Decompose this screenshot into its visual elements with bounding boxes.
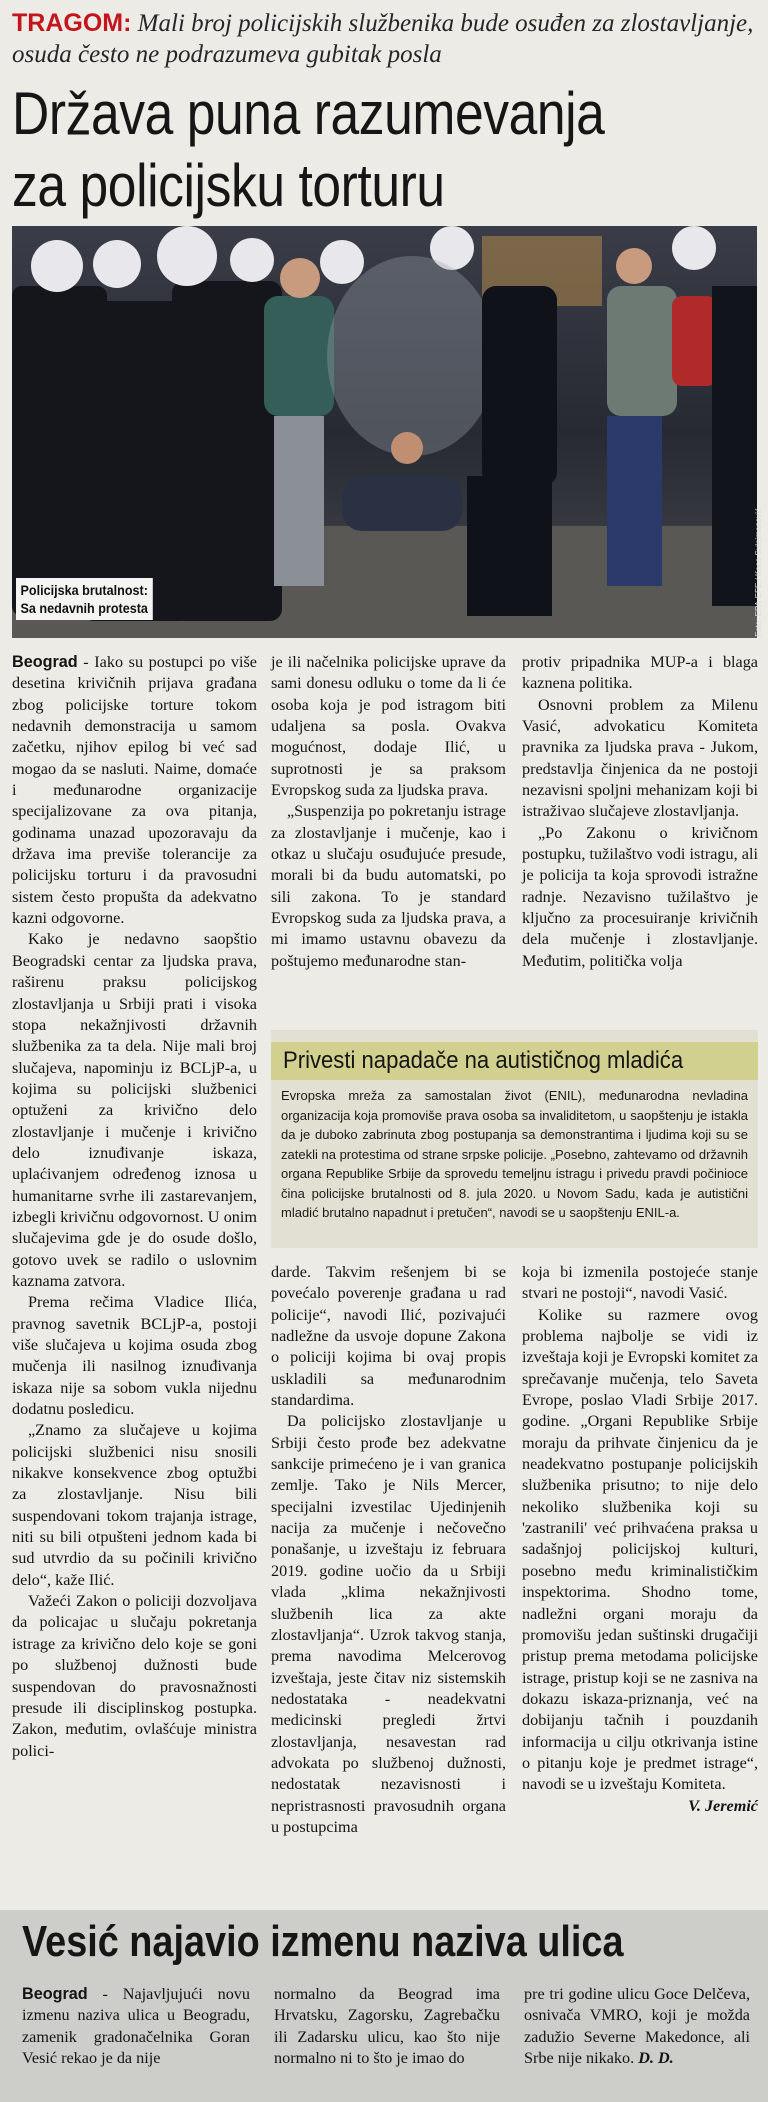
secondary-column-1: Beograd - Najavljujući novu izmenu naziva ulica u Beogradu, zamenik gradonačelnika Goran Vesić rekao je da nije [22, 1985, 250, 2067]
article-paragraph: „Suspenzija po pokretanju istrage za zlostavljanje i mučenje, kao i otkaz u slučaju osuđujuće presude, morali bi da budu automatski, po sili zakona. To je standard Evropskog suda za ljudska prava, a mi imamo ustavnu obavezu da poštujemo međunarodne stan- [271, 802, 506, 970]
dateline: Beograd [12, 653, 78, 671]
headline-line-1: Država puna razumevanja [12, 80, 605, 147]
secondary-column-3: pre tri godine ulicu Goce Delčeva, osnivača VMRO, koji je možda zadužio Severne Makedonce, ali Srbe nije nikako. D. D. [524, 1985, 750, 2067]
photo-illustration [12, 226, 757, 638]
article-column-2 [271, 652, 506, 972]
article-lead-paragraph: Beograd - Iako su postupci po više desetina krivičnih prijava građana zbog policijske torture tokom nedavnih demonstracija u samom začetku, njihov epilog bi već sad mogao da se nasluti. Naime, domaće i međunarodne organizacije specijalizovane za ova pitanja, godinama unazad upozoravaju da država ima previše tolerancije za policijsku torturu i da pravosudni sistem često propušta da adekvatno kazni odgovorne. [12, 653, 257, 928]
secondary-dateline: Beograd [22, 1985, 88, 2003]
sidebar-title: Privesti napadače na autističnog mladića [283, 1047, 684, 1074]
article-column-3 [522, 652, 758, 972]
author-signature: V. Jeremić [688, 1796, 758, 1815]
article-paragraph: Kako je nedavno saopštio Beogradski centar za ljudska prava, raširenu praksu policijskog zlostavljanja u Srbiji prati i visoka stopa nekažnjivosti državnih službenika za ta dela. Nije mali broj slučajeva, napominju iz BCLjP-a, u kojima su policijski službenici optuženi za krivično delo zlostavljanje i mučenje i krivično delo iznuđivanje iskaza, uplaćivanjem određenog iznosa u humanitarne svrhe ili zastarevanjem, izbegli krivičnu odgovornost. U onim slučajevima gde je do osude došlo, gotovo uvek se radilo o uslovnim kaznama zatvora. [12, 930, 257, 1290]
article-paragraph: „Po Zakonu o krivičnom postupku, tužilaštvo vodi istragu, ali je policija ta koja sprovodi istražne radnje. Nezavisno tužilaštvo je ključno za procesuiranje krivičnih dela mučenje i zlostavljanje. Međutim, politička volja [522, 823, 758, 970]
news-photo [12, 226, 757, 638]
sidebar-title-bar [271, 1042, 758, 1080]
secondary-signature: D. D. [638, 2048, 674, 2067]
article-paragraph: Osnovni problem za Milenu Vasić, advokaticu Komiteta pravnika za ljudska prava - Jukom, predstavlja činjenica da ne postoji nezavisni spoljni mehanizam koji bi istraživao slučajeve zlostavljanja. [522, 695, 758, 821]
article-paragraph: darde. Takvim rešenjem bi se povećalo poverenje građana u rad policije“, navodi Ilić, pozivajući nadležne da usvoje dopune Zakona o policiji kojima bi ovaj propis uskladili sa međunarodnim standardima. [271, 1263, 506, 1410]
photo-caption [16, 578, 152, 620]
headline-line-2: za policijsku torturu [12, 152, 445, 219]
article-paragraph: Kolike su razmere ovog problema najbolje se vidi iz izveštaja koji je Evropski komitet za sprečavanje mučenja, telo Saveta Evrope, poslao Vladi Srbije 2017. godine. „Organi Republike Srbije moraju da prihvate činjenicu da je neadekvatno postupanje policijskih službenika prisutno; to nije delo nekoliko službenika koji su 'zastranili' već prihvaćena praksa u sadašnjoj policijskoj kulturi, posebno među kriminalističkim inspektorima. Shodno tome, nadležni organi moraju da promovišu jedan suštinski drugačiji pristup prema metodama policijske istrage, pristup koji se ne zasniva na dokazu iskaza-priznanja, već na dobijanju tačnih i pouzdanih informacija u cilju otkrivanja istine o pitanju koje je predmet istrage“, navodi se u izveštaju Komiteta. [522, 1305, 758, 1794]
photo-caption-line-1: Policijska brutalnost: [20, 582, 148, 598]
headline [12, 78, 654, 222]
photo-credit: Foto: EPA-EFE / Koca Sulejmanović [754, 508, 763, 637]
article-paragraph: protiv pripadnika MUP-a i blaga kaznena politika. [522, 653, 758, 693]
article-paragraph: Da policijsko zlostavljanje u Srbiji često prođe bez adekvatne sankcije primećeno je i van granica zemlje. Tako je Nils Mercer, specijalni izvestilac Ujedinjenih nacija za mučenje i nečovečno ponašanje, u izveštaju iz februara 2019. godine uočio da u Srbiji vlada „klima nekažnjivosti službenih lica za akte zlostavljanja“. Uzrok takvog stanja, prema navodima Melcerovog izveštaja, jeste čitav niz sistemskih nedostataka - neadekvatni medicinski pregledi žrtvi zlostavljanja, nesavestan rad advokata po službenoj dužnosti, nedostatak nezavisnosti i nepristrasnosti pravosudnih organa u postupcima [271, 1412, 506, 1836]
sidebar-box [271, 1030, 758, 1248]
article-column-3-continued [522, 1262, 758, 1817]
sidebar-text: Evropska mreža za samostalan život (ENIL), međunarodna nevladina organizacija koja promoviše prava osoba sa invaliditetom, u saopštenju je istakla da je duboko zabrinuta zbog postupanja sa demonstrantima i ljudima koji su se zatekli na protestima od strane srpske policije. „Posebno, zahtevamo od državnih organa Republike Srbije da sprovedu temeljnu istragu i privedu pravdi počinioce čina policijske brutalnosti od 8. jula 2020. u Novom Sadu, kada je autistični mladić brutalno napadnut i pretučen“, navodi se u saopštenju ENIL-a. [281, 1088, 748, 1220]
kicker-tag: TRAGOM: [12, 9, 132, 37]
article-paragraph: Prema rečima Vladice Ilića, pravnog savetnik BCLjP-a, postoji više slučajeva u kojima osuda zbog mučenja ili nasilnog iznuđivanja iskaza nije sa sobom vukla nijednu dodatnu posledicu. [12, 1293, 257, 1419]
secondary-column-2: normalno da Beograd ima Hrvatsku, Zagorsku, Zagrebačku ili Zadarsku ulicu, kao što nije normalno ni to što je imao do [274, 1985, 500, 2067]
article-paragraph: je ili načelnika policijske uprave da sami donesu odluku o tome da li će osoba koja je pod istragom biti udaljena sa posla. Ovakva mogućnost, dodaje Ilić, u suprotnosti je sa praksom Evropskog suda za ljudska prava. [271, 653, 506, 800]
kicker-text: Mali broj policijskih službenika bude osuđen za zlostavljanje, osuda često ne podrazumeva gubitak posla [12, 10, 754, 68]
article-paragraph: koja bi izmenila postojeće stanje stvari ne postoji“, navodi Vasić. [522, 1263, 758, 1303]
article-column-2-continued [271, 1262, 506, 1838]
article-paragraph: „Znamo za slučajeve u kojima policijski službenici nisu snosili nikakve konsekvence zbog optužbi za zlostavljanje. Nisu bili suspendovani tokom trajanja istrage, niti su bili otpušteni jednom kada bi sud utvrdio da su počinili krivično delo“, kaže Ilić. [12, 1421, 257, 1589]
secondary-article [0, 1910, 768, 2102]
article-paragraph: Važeći Zakon o policiji dozvoljava da policajac u slučaju pokretanja istrage za krivično delo koje se goni po službenoj dužnosti bude suspendovan do pravosnažnosti presude ili disciplinskog postupka. Zakon, međutim, ovlašćuje ministra polici- [12, 1592, 257, 1760]
article-column-1 [12, 652, 257, 1762]
photo-caption-line-2: Sa nedavnih protesta [20, 600, 148, 616]
kicker [12, 8, 758, 70]
secondary-headline: Vesić najavio izmenu naziva ulica [22, 1917, 624, 1966]
